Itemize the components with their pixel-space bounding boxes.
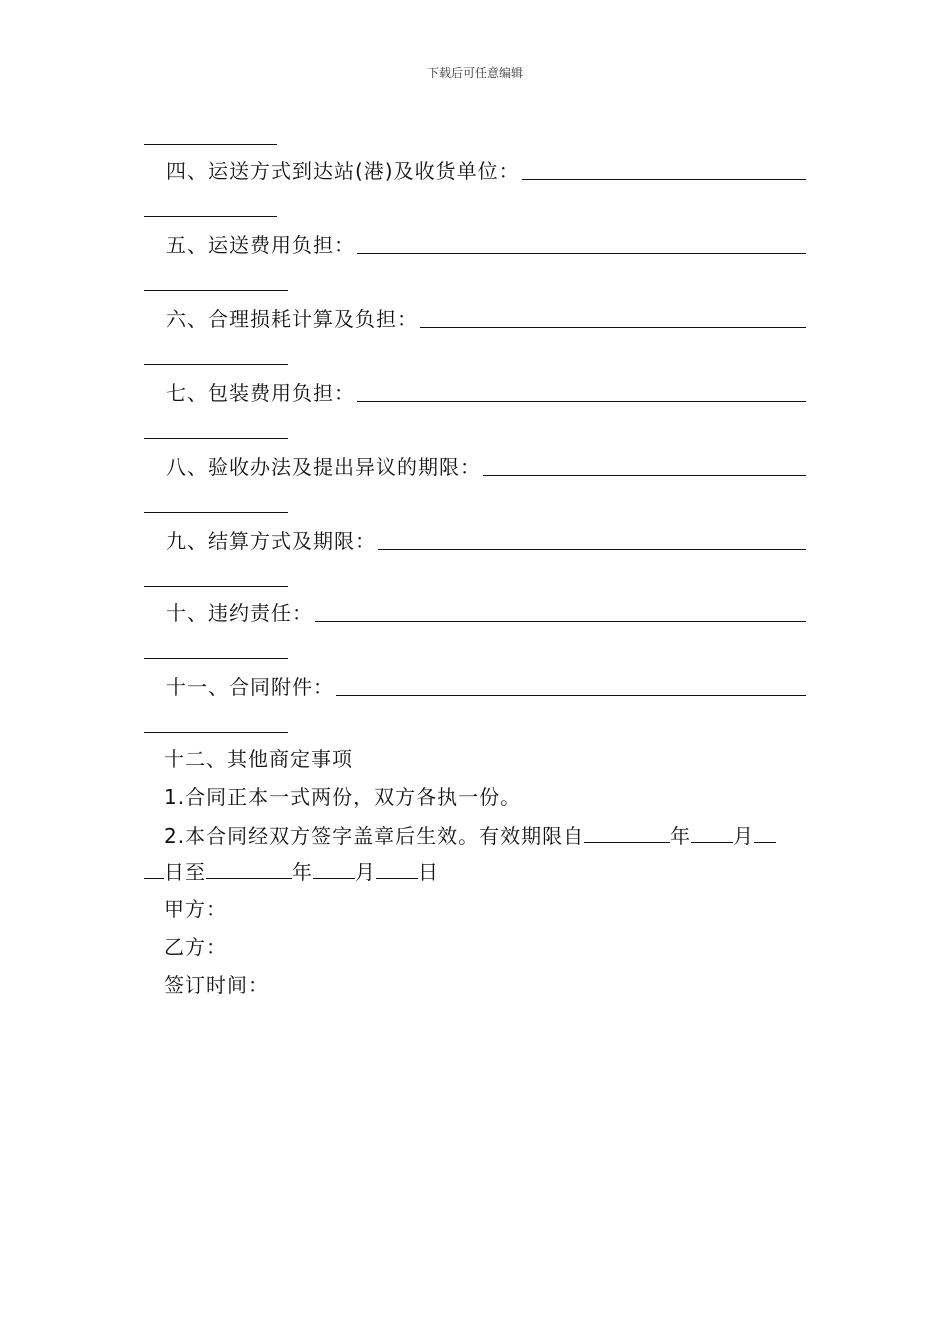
clause-fill-line — [336, 695, 806, 696]
signing-time-label: 签订时间： — [164, 973, 269, 997]
clause-fill-line — [522, 179, 806, 180]
party-b-label: 乙方： — [164, 935, 227, 959]
clause-transport-method — [166, 158, 806, 184]
clause-loss-calculation — [166, 306, 806, 332]
clause-label: 四、运送方式到达站(港)及收货单位： — [166, 159, 520, 183]
clause-label: 十、违约责任： — [166, 601, 313, 625]
blank-line — [144, 658, 288, 659]
month-label: 月 — [355, 860, 376, 884]
month-label: 月 — [733, 824, 755, 848]
clause-liability — [166, 600, 806, 626]
day-start-label: 日至 — [164, 860, 206, 884]
start-day-blank-b — [144, 858, 164, 879]
blank-line — [144, 290, 288, 291]
blank-line — [144, 144, 277, 145]
blank-line — [144, 438, 288, 439]
day-end-label: 日 — [418, 860, 439, 884]
year-label: 年 — [292, 860, 313, 884]
clause-transport-cost — [166, 232, 806, 258]
clause-label: 七、包装费用负担： — [166, 381, 355, 405]
other-item-2 — [164, 822, 776, 849]
year-label: 年 — [670, 824, 692, 848]
clause-label: 六、合理损耗计算及负担： — [166, 307, 418, 331]
other-item-1: 1.合同正本一式两份，双方各执一份。 — [164, 785, 522, 809]
other-matters-heading: 十二、其他商定事项 — [164, 747, 353, 771]
start-month-blank — [691, 822, 733, 843]
clause-label: 九、结算方式及期限： — [166, 529, 376, 553]
clause-label: 十一、合同附件： — [166, 675, 334, 699]
blank-line — [144, 732, 288, 733]
clause-packaging-cost — [166, 380, 806, 406]
clause-label: 八、验收办法及提出异议的期限： — [166, 455, 481, 479]
clause-fill-line — [357, 401, 806, 402]
header-note: 下载后可任意编辑 — [426, 66, 523, 80]
end-year-blank — [206, 858, 292, 879]
other-item-2-cont — [144, 858, 439, 885]
blank-line — [144, 586, 288, 587]
end-day-blank — [376, 858, 418, 879]
party-a-label: 甲方： — [164, 897, 227, 921]
blank-line — [144, 512, 288, 513]
clause-fill-line — [483, 475, 806, 476]
blank-line — [144, 364, 288, 365]
clause-fill-line — [357, 253, 806, 254]
clause-label: 五、运送费用负担： — [166, 233, 355, 257]
clause-fill-line — [315, 621, 806, 622]
clause-attachments — [166, 674, 806, 700]
clause-fill-line — [420, 327, 806, 328]
start-day-blank-a — [754, 822, 776, 843]
clause-settlement-method — [166, 528, 806, 554]
blank-line — [144, 216, 277, 217]
start-year-blank — [584, 822, 670, 843]
clause-fill-line — [378, 549, 806, 550]
validity-text: 2.本合同经双方签字盖章后生效。有效期限自 — [164, 824, 585, 848]
end-month-blank — [313, 858, 355, 879]
clause-acceptance-method — [166, 454, 806, 480]
